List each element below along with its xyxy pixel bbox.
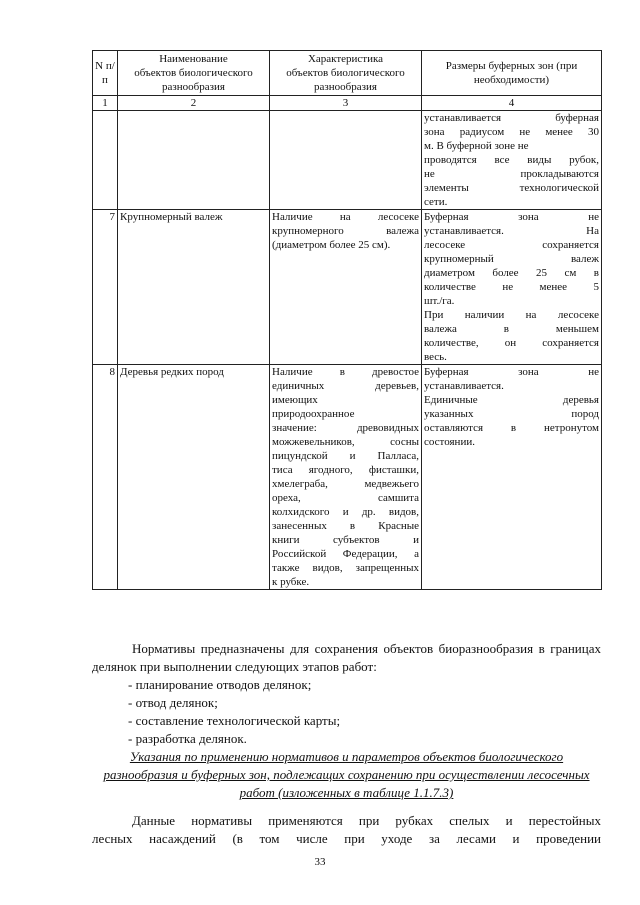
cell-buffer [422, 111, 602, 210]
cell-num: 7 [93, 210, 118, 365]
header-num [93, 51, 118, 96]
header-line: необходимости) [473, 74, 550, 86]
column-number: 3 [270, 96, 422, 111]
list-item: - разработка делянок. [128, 731, 247, 746]
table-row-continued [93, 111, 602, 210]
page-number: 33 [314, 856, 326, 868]
cell-line: крупномерного валежа [272, 225, 419, 237]
cell-line: валежа в меньшем [424, 323, 599, 335]
cell-line: Единичные деревья [424, 394, 599, 406]
header-line: разнообразия [162, 81, 225, 93]
header-line: N п/ [95, 60, 115, 72]
cell-line: Буферная зона не [424, 211, 599, 223]
cell-line: единичных деревьев, [272, 380, 419, 392]
cell-line: также видов, запрещенных [272, 562, 419, 574]
cell-name [118, 111, 270, 210]
cell-line: При наличии на лесосеке [424, 309, 599, 321]
cell-line: колхидского и др. видов, [272, 506, 419, 518]
cell-line: м. В буферной зоне не [424, 140, 529, 152]
list-item: - планирование отводов делянок; [128, 677, 312, 692]
header-name [118, 51, 270, 96]
cell-line: Наличие в древостое [272, 366, 419, 378]
cell-name: Деревья редких пород [118, 365, 270, 590]
header-line: Характеристика [307, 53, 384, 65]
cell-characteristic [270, 210, 422, 365]
cell-line: хмелеграба, медвежьего [272, 478, 419, 490]
cell-buffer [422, 210, 602, 365]
cell-line: к рубке. [272, 576, 310, 588]
cell-line: занесенных в Красные [272, 520, 419, 532]
table-header-row [93, 51, 602, 96]
column-number: 4 [422, 96, 602, 111]
cell-line: имеющих [272, 394, 318, 406]
header-line: п [102, 74, 108, 86]
cell-line: зона радиусом не менее 30 [424, 126, 599, 138]
cell-line: Наличие на лесосеке [272, 211, 419, 223]
cell-characteristic [270, 111, 422, 210]
header-line: Наименование [159, 53, 228, 65]
section-heading: Указания по применению нормативов и параметров объектов биологического разнообразия и буферных зон, подлежащих сохранению при осуществлении лесосечных работ (изложенных в таблице 1.1.7.3) [103, 749, 590, 800]
cell-line: можжевельников, сосны [272, 436, 419, 448]
header-line: Размеры буферных зон (при [445, 60, 578, 72]
cell-num [93, 111, 118, 210]
cell-name: Крупномерный валеж [118, 210, 270, 365]
header-line: объектов биологического [286, 67, 405, 79]
cell-line: Буферная зона не [424, 366, 599, 378]
cell-line: крупномерный валеж [424, 253, 599, 265]
cell-line: шт./га. [424, 295, 455, 307]
cell-line: указанных пород [424, 408, 599, 420]
list-item: - отвод делянок; [128, 695, 218, 710]
cell-line: значение: древовидных [272, 422, 419, 434]
paragraph-line: Данные нормативы применяются при рубках спелых и перестойных [132, 813, 601, 828]
header-characteristic [270, 51, 422, 96]
cell-line: количестве, он сохраняется [424, 337, 599, 349]
cell-line: ореха, самшита [272, 492, 419, 504]
cell-line: диаметром более 25 см в [424, 267, 599, 279]
header-line: разнообразия [314, 81, 377, 93]
cell-line: природоохранное [272, 408, 355, 420]
cell-line: весь. [424, 351, 447, 363]
table-row [93, 365, 602, 590]
header-buffer-size [422, 51, 602, 96]
header-line: объектов биологического [134, 67, 253, 79]
column-number: 1 [93, 96, 118, 111]
cell-line: (диаметром более 25 см). [272, 239, 391, 251]
table-row [93, 210, 602, 365]
cell-line: количестве не менее 5 [424, 281, 599, 293]
cell-characteristic [270, 365, 422, 590]
cell-num: 8 [93, 365, 118, 590]
column-number: 2 [118, 96, 270, 111]
column-number-row [93, 96, 602, 111]
cell-line: устанавливается. [424, 380, 504, 392]
intro-paragraph: Нормативы предназначены для сохранения объектов биоразнообразия в границах делянок при выполнении следующих этапов работ: [92, 641, 601, 674]
cell-line: лесосеке сохраняется [424, 239, 599, 251]
cell-line: устанавливается. На [424, 225, 599, 237]
cell-line: книги субъектов и [272, 534, 419, 546]
list-item: - составление технологической карты; [128, 713, 341, 728]
work-stages-list [128, 676, 637, 748]
cell-line: не прокладываются [424, 168, 599, 180]
cell-line: элементы технологической [424, 182, 599, 194]
cell-line: проводятся все виды рубок, [424, 154, 599, 166]
paragraph-line: лесных насаждений (в том числе при уходе за лесами и проведении [92, 831, 601, 846]
cell-line: устанавливается буферная [424, 112, 599, 124]
cell-line: оставляются в нетронутом [424, 422, 599, 434]
cell-line: пицундской и Палласа, [272, 450, 419, 462]
buffer-zones-table [92, 50, 602, 590]
cell-line: состоянии. [424, 436, 475, 448]
cell-line: тиса ягодного, фисташки, [272, 464, 419, 476]
cell-line: сети. [424, 196, 448, 208]
cell-buffer [422, 365, 602, 590]
cell-line: Российской Федерации, а [272, 548, 419, 560]
